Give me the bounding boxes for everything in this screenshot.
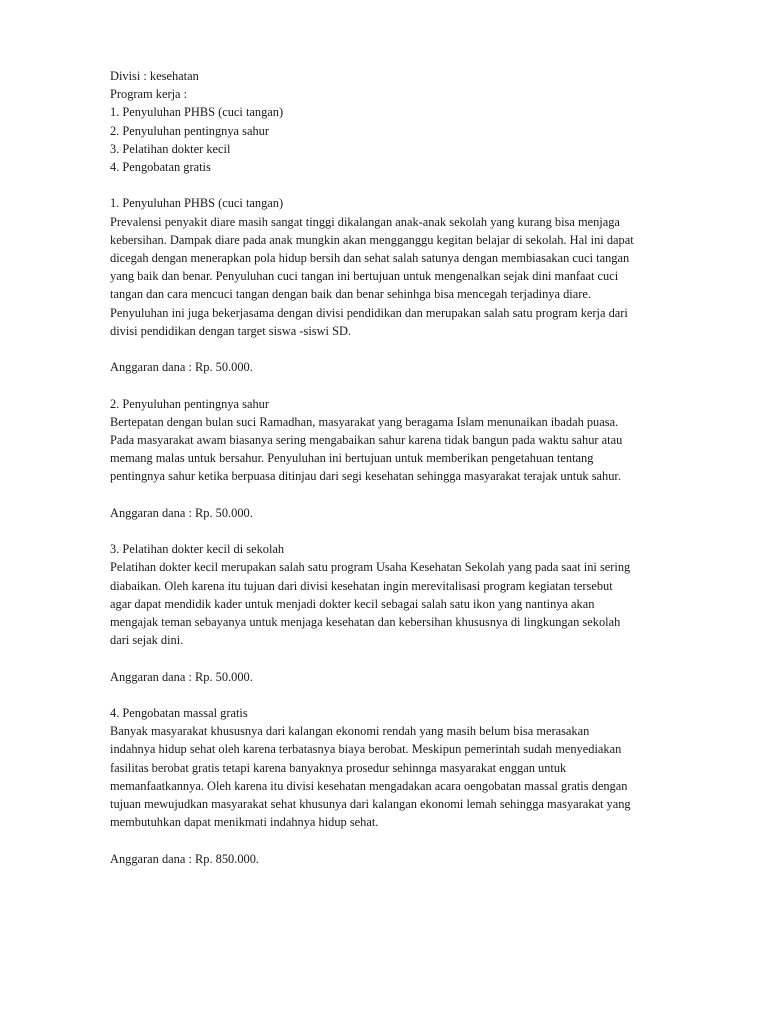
spacer <box>110 376 658 394</box>
document-page <box>110 67 658 868</box>
paragraph-line: Pada masyarakat awam biasanya sering mengabaikan sahur karena tidak bangun pada waktu sahur atau <box>110 433 623 448</box>
program-list-item: 3. Pelatihan dokter kecil <box>110 141 231 156</box>
program-list-item: 2. Penyuluhan pentingnya sahur <box>110 123 269 138</box>
section-3 <box>110 540 658 686</box>
paragraph-line: Penyuluhan ini juga bekerjasama dengan divisi pendidikan dan merupakan salah satu program kerja dari <box>110 305 628 320</box>
paragraph-line: kebersihan. Dampak diare pada anak mungkin akan mengganggu kegitan belajar di sekolah. Hal ini dapat <box>110 232 634 247</box>
paragraph-line: memanfaatkannya. Oleh karena itu divisi kesehatan mengadakan acara oengobatan massal gratis dengan <box>110 778 628 793</box>
paragraph-line: yang baik dan benar. Penyuluhan cuci tangan ini bertujuan untuk mengenalkan sejak dini manfaat cuci <box>110 269 619 284</box>
paragraph-line: divisi pendidikan dengan target siswa -siswi SD. <box>110 323 352 338</box>
section-paragraph <box>110 213 658 340</box>
paragraph-line: membutuhkan dapat menikmati indahnya hidup sehat. <box>110 815 379 830</box>
program-list-item: 1. Penyuluhan PHBS (cuci tangan) <box>110 105 284 120</box>
paragraph-line: tujuan mewujudkan masyarakat sehat khusunya dari kalangan ekonomi lemah sehingga masyarakat yang <box>110 797 631 812</box>
document-header <box>110 67 658 176</box>
spacer <box>110 340 658 358</box>
section-paragraph <box>110 413 658 486</box>
section-1 <box>110 194 658 376</box>
section-title: 1. Penyuluhan PHBS (cuci tangan) <box>110 196 284 211</box>
paragraph-line: indahnya hidup sehat oleh karena terbatasnya biaya berobat. Meskipun pemerintah sudah menyediakan <box>110 742 622 757</box>
paragraph-line: agar dapat mendidik kader untuk menjadi dokter kecil sebagai salah satu ikon yang nantinya akan <box>110 596 595 611</box>
spacer <box>110 686 658 704</box>
section-paragraph <box>110 558 658 649</box>
budget-text: Anggaran dana : Rp. 50.000. <box>110 360 253 375</box>
section-paragraph <box>110 722 658 831</box>
spacer <box>110 522 658 540</box>
spacer <box>110 649 658 667</box>
budget-text: Anggaran dana : Rp. 50.000. <box>110 669 253 684</box>
paragraph-line: mengajak teman sebayanya untuk menjaga kesehatan dan kebersihan khususnya di lingkungan sekolah <box>110 615 621 630</box>
paragraph-line: dicegah dengan menerapkan pola hidup bersih dan sehat salah satunya dengan membiasakan cuci tangan <box>110 251 630 266</box>
section-title: 3. Pelatihan dokter kecil di sekolah <box>110 542 285 557</box>
program-label: Program kerja : <box>110 87 188 102</box>
program-list-item: 4. Pengobatan gratis <box>110 160 211 175</box>
spacer <box>110 831 658 849</box>
paragraph-line: memang malas untuk bersahur. Penyuluhan ini bertujuan untuk memberikan pengetahuan tentang <box>110 451 594 466</box>
paragraph-line: tangan dan cara mencuci tangan dengan baik dan benar sehinhga bisa mencegah terjadinya diare. <box>110 287 591 302</box>
paragraph-line: Bertepatan dengan bulan suci Ramadhan, masyarakat yang beragama Islam menunaikan ibadah puasa. <box>110 414 619 429</box>
paragraph-line: diabaikan. Oleh karena itu tujuan dari divisi kesehatan ingin merevitalisasi program kegiatan tersebut <box>110 578 613 593</box>
section-2 <box>110 395 658 522</box>
paragraph-line: pentingnya sahur ketika berpuasa ditinjau dari segi kesehatan sehingga masyarakat terajak untuk sahur. <box>110 469 621 484</box>
section-title: 4. Pengobatan massal gratis <box>110 706 248 720</box>
paragraph-line: fasilitas berobat gratis tetapi karena banyaknya prosedur sehinnga masyarakat enggan untuk <box>110 760 567 775</box>
paragraph-line: dari sejak dini. <box>110 633 184 648</box>
paragraph-line: Prevalensi penyakit diare masih sangat tinggi dikalangan anak-anak sekolah yang kurang bisa menjaga <box>110 214 620 229</box>
paragraph-line: Pelatihan dokter kecil merupakan salah satu program Usaha Kesehatan Sekolah yang pada saat ini sering <box>110 560 631 575</box>
spacer <box>110 176 658 194</box>
division-title: Divisi : kesehatan <box>110 69 199 83</box>
section-4 <box>110 704 658 868</box>
paragraph-line: Banyak masyarakat khususnya dari kalangan ekonomi rendah yang masih belum bisa merasakan <box>110 724 590 739</box>
budget-text: Anggaran dana : Rp. 850.000. <box>110 851 260 866</box>
section-title: 2. Penyuluhan pentingnya sahur <box>110 396 269 411</box>
budget-text: Anggaran dana : Rp. 50.000. <box>110 505 253 520</box>
spacer <box>110 486 658 504</box>
